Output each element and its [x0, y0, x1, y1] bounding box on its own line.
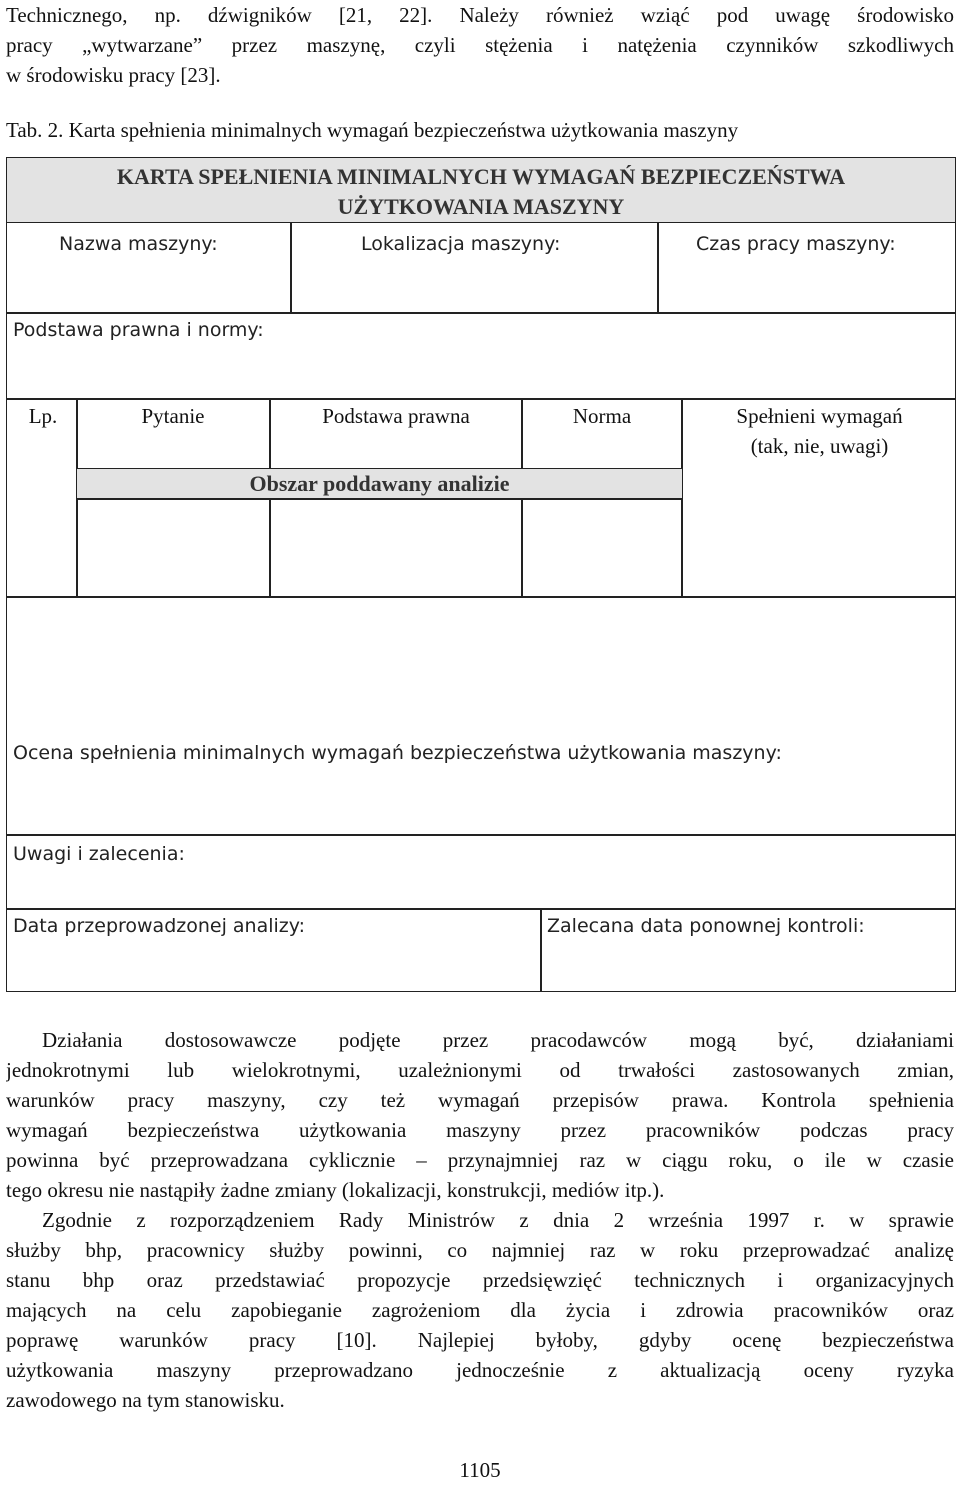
body-line: tego okresu nie nastąpiły żadne zmiany (lokalizacji, konstrukcji, mediów itp.). — [6, 1178, 665, 1202]
analysis-area-label: Obszar poddawany analizie — [249, 471, 510, 496]
analysis-date-label: Data przeprowadzonej analizy: — [13, 915, 306, 937]
machine-location-field[interactable] — [290, 222, 659, 314]
table-caption: Tab. 2. Karta spełnienia minimalnych wymagań bezpieczeństwa użytkowania maszyny — [6, 118, 739, 142]
col-fulfilment-label-line2: (tak, nie, uwagi) — [750, 434, 889, 458]
body-line: służby bhp, pracownicy służby powinni, co najmniej raz w roku przeprowadzać analizę — [6, 1238, 954, 1262]
col-norm-label: Norma — [572, 404, 632, 428]
col-norm-header — [521, 398, 683, 470]
col-lp-label: Lp. — [28, 404, 58, 428]
body-line: powinna być przeprowadzana cyklicznie – przynajmniej raz w ciągu roku, o ile w czasie — [6, 1148, 954, 1172]
body-line: Zgodnie z rozporządzeniem Rady Ministrów z dnia 2 września 1997 r. w sprawie — [42, 1208, 954, 1232]
next-check-date-field[interactable] — [540, 908, 956, 992]
body-line: poprawę warunków pracy [10]. Najlepiej byłoby, gdyby ocenę bezpieczeństwa — [6, 1328, 954, 1352]
machine-name-field[interactable] — [6, 222, 292, 314]
card-title-line2: UŻYTKOWANIA MASZYNY — [337, 194, 625, 219]
body-paragraph — [6, 1025, 954, 1415]
col-fulfilment-label-line1: Spełnieni wymagań — [736, 404, 903, 428]
body-line: warunków pracy maszyny, czy też wymagań przepisów prawa. Kontrola spełnienia — [6, 1088, 954, 1112]
analysis-area-band — [76, 468, 683, 500]
machine-work-time-field[interactable] — [657, 222, 956, 314]
next-check-date-label: Zalecana data ponownej kontroli: — [547, 915, 865, 937]
col-question-label: Pytanie — [141, 404, 205, 428]
card-header — [6, 157, 956, 223]
col-legal-header — [269, 398, 523, 470]
intro-paragraph — [6, 0, 954, 90]
card-title-line1: KARTA SPEŁNIENIA MINIMALNYCH WYMAGAŃ BEZPIECZEŃSTWA — [116, 164, 846, 189]
page-number: 1105 — [459, 1458, 501, 1482]
machine-location-label: Lokalizacja maszyny: — [361, 233, 561, 255]
assessment-field[interactable] — [6, 596, 956, 836]
legal-basis-label: Podstawa prawna i normy: — [13, 319, 264, 341]
intro-line: pracy „wytwarzane” przez maszynę, czyli stężenia i natężenia czynników szkodliwych — [6, 33, 954, 57]
assessment-label: Ocena spełnienia minimalnych wymagań bezpieczeństwa użytkowania maszyny: — [13, 742, 782, 764]
row-question-cell[interactable] — [76, 498, 271, 598]
remarks-field[interactable] — [6, 834, 956, 910]
intro-line: Technicznego, np. dźwigników [21, 22]. Należy również wziąć pod uwagę środowisko — [6, 3, 954, 27]
legal-basis-field[interactable] — [6, 312, 956, 400]
body-line: zawodowego na tym stanowisku. — [6, 1388, 285, 1412]
col-question-header — [76, 398, 271, 470]
body-line: użytkowania maszyny przeprowadzano jednocześnie z aktualizacją oceny ryzyka — [6, 1358, 954, 1382]
body-line: Działania dostosowawcze podjęte przez pracodawców mogą być, działaniami — [42, 1028, 954, 1052]
col-lp-header — [6, 398, 78, 598]
body-line: stanu bhp oraz przedstawiać propozycje przedsięwzięć technicznych i organizacyjnych — [6, 1268, 954, 1292]
analysis-date-field[interactable] — [6, 908, 542, 992]
remarks-label: Uwagi i zalecenia: — [13, 843, 185, 865]
body-line: mających na celu zapobieganie zagrożeniom dla życia i zdrowia pracowników oraz — [6, 1298, 954, 1322]
row-legal-cell[interactable] — [269, 498, 523, 598]
machine-name-label: Nazwa maszyny: — [59, 233, 218, 255]
machine-work-time-label: Czas pracy maszyny: — [696, 233, 896, 255]
col-legal-label: Podstawa prawna — [322, 404, 470, 428]
intro-line: w środowisku pracy [23]. — [6, 63, 221, 87]
col-fulfilment-header — [681, 398, 956, 598]
body-line: wymagań bezpieczeństwa użytkowania maszyny przez pracowników podczas pracy — [6, 1118, 954, 1142]
body-line: jednokrotnymi lub wielokrotnymi, uzależnionymi od trwałości zastosowanych zmian, — [6, 1058, 954, 1082]
row-norm-cell[interactable] — [521, 498, 683, 598]
